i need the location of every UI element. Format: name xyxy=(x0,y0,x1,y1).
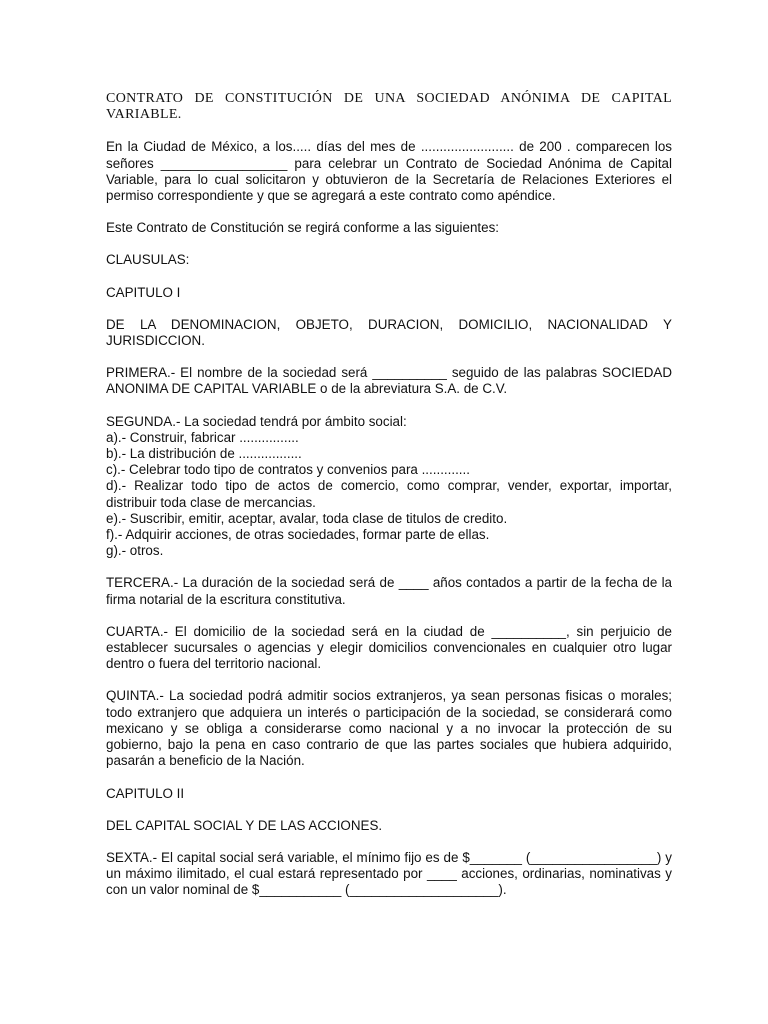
clause-segunda xyxy=(106,414,672,560)
chapter-1-title: DE LA DENOMINACION, OBJETO, DURACION, DOMICILIO, NACIONALIDAD Y JURISDICCION. xyxy=(106,316,672,349)
intro-paragraph: En la Ciudad de México, a los..... días del mes de ......................... de 200 . comparecen los señores _________________ para celebrar un Contrato de Sociedad Anónima de Capital Variable, para lo cual solicitaron y obtuvieron de la Secretaría de Relaciones Exteriores el permiso correspondiente y que se agregará a este contrato como apéndice. xyxy=(106,139,672,204)
chapter-2-title: DEL CAPITAL SOCIAL Y DE LAS ACCIONES. xyxy=(106,817,383,833)
list-item: g).- otros. xyxy=(106,543,164,559)
document-page xyxy=(106,91,672,915)
list-item: f).- Adquirir acciones, de otras sociedades, formar parte de ellas. xyxy=(106,527,490,543)
list-item: b).- La distribución de ................. xyxy=(106,446,302,462)
list-item: d).- Realizar todo tipo de actos de comercio, como comprar, vender, exportar, importar, distribuir toda clase de mercancias. xyxy=(106,478,672,510)
clause-sexta: SEXTA.- El capital social será variable, el mínimo fijo es de $_______ (_________________) y un máximo ilimitado, el cual estará representado por ____ acciones, ordinarias, nominativas y con un valor nominal de $___________ (____________________). xyxy=(106,849,672,898)
clause-tercera: TERCERA.- La duración de la sociedad será de ____ años contados a partir de la fecha de la firma notarial de la escritura constitutiva. xyxy=(106,575,672,607)
clause-quinta: QUINTA.- La sociedad podrá admitir socios extranjeros, ya sean personas fisicas o morales; todo extranjero que adquiera un interés o participación de la sociedad, se considerará como mexicano y se obliga a considerarse como nacional y a no invocar la protección de su gobierno, bajo la pena en caso contrario de que las partes sociales que hubiera adquirido, pasarán a beneficio de la Nación. xyxy=(106,688,672,769)
clausulas-heading: CLAUSULAS: xyxy=(106,252,190,268)
list-item: c).- Celebrar todo tipo de contratos y convenios para ............. xyxy=(106,462,470,478)
clause-cuarta: CUARTA.- El domicilio de la sociedad será en la ciudad de __________, sin perjuicio de establecer sucursales o agencias y elegir domicilios convencionales en cualquier otro lugar dentro o fuera del territorio nacional. xyxy=(106,623,672,672)
list-item: a).- Construir, fabricar ................ xyxy=(106,429,299,445)
chapter-2-heading: CAPITULO II xyxy=(106,785,185,801)
clause-segunda-intro: SEGUNDA.- La sociedad tendrá por ámbito social: xyxy=(106,413,407,429)
document-title: CONTRATO DE CONSTITUCIÓN DE UNA SOCIEDAD ANÓNIMA DE CAPITAL VARIABLE. xyxy=(106,91,672,123)
governing-paragraph: Este Contrato de Constitución se regirá conforme a las siguientes: xyxy=(106,220,499,236)
list-item: e).- Suscribir, emitir, aceptar, avalar, toda clase de titulos de credito. xyxy=(106,510,508,526)
clause-primera: PRIMERA.- El nombre de la sociedad será __________ seguido de las palabras SOCIEDAD ANONIMA DE CAPITAL VARIABLE o de la abreviatura S.A. de C.V. xyxy=(106,365,672,397)
chapter-1-heading: CAPITULO I xyxy=(106,284,181,300)
